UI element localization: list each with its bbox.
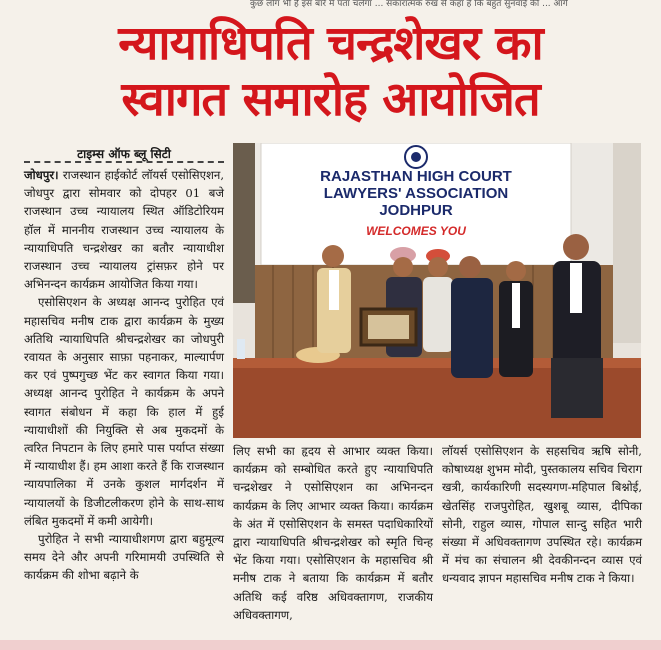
article-paragraph-2: एसोसिएशन के अध्यक्ष आनन्द पुरोहित एवं महासचिव मनीष टाक द्वारा कार्यक्रम के मुख्य अतिथि न्यायाधिपति श्रीचन्द्रशेखर का जोधपुरी रवायत के अनुसार साफ़ा पहनाकर, माल्यार्पण कर एवं पुष्पगुच्छ भेंट कर स्वागत किया गया। अध्यक्ष आनन्द पुरोहित ने कार्यक्रम के अपने स्वागत संबोधन में कहा कि हाल में हुई न्यायाधीशों की नियुक्ति से अब मुकदमों के त्वरित निपटान के लिए हमारे पास पर्याप्त संख्या में न्यायाधीश हैं। हम आशा करते हैं कि राजस्थान न्यायपालिका में उनके कुशल मार्गदर्शन में न्यायालयों के डिजीटलीकरण होने के साथ-साथ लंबित मुकदमों में कमी आयेगी। [24, 295, 224, 528]
top-cutoff-text: कुछ लोग भी है इस बारे में पता चलेगा ... सकारात्मक रुख से कहा है कि बहुत सुनवाई की ... आगे [250, 0, 568, 9]
article-column-right [442, 442, 642, 588]
article-column-left [24, 166, 224, 585]
article-column-middle [233, 442, 433, 624]
article-paragraph-5: लॉयर्स एसोसिएशन के सहसचिव ऋषि सोनी, कोषाध्यक्ष शुभम मोदी, पुस्तकालय सचिव चिराग खत्री, कार्यकारिणी सदस्यगण-महिपाल बिश्नोई, खेतसिंह राजपुरोहित, खुशबू व्यास, दीपिका सोनी, राहुल व्यास, गोपाल सान्दु सहित भारी संख्या में अधिवक्तागण उपस्थित रहे। कार्यक्रम में मंच का संचालन श्री देवकीनन्दन व्यास एवं धन्यवाद ज्ञापन महासचिव मनीष टाक ने किया। [442, 444, 642, 586]
banner-line-2: LAWYERS' ASSOCIATION [323, 185, 509, 202]
headline-line-2: स्वागत समारोह आयोजित [121, 72, 540, 127]
byline-divider [24, 161, 224, 163]
event-photo-image [233, 143, 641, 438]
article-paragraph-4: लिए सभी का हृदय से आभार व्यक्त किया। कार्यक्रम को सम्बोधित करते हुए न्यायाधिपति चन्द्रशेखर ने एसोसिएशन का अभिनन्दन कार्यक्रम के लिए आभार व्यक्त किया। कार्यक्रम के अंत में एसोसिएशन के समस्त पदाधिकारियों द्वारा न्यायाधिपति श्रीचन्द्रशेखर को स्मृति चिन्ह भेंट किया गया। एसोसिएशन के महासचिव श्री मनीष टाक ने बताया कि कार्यक्रम में बतौर अतिथि कई वरिष्ठ अधिवक्तागण, राजकीय अधिवक्तागण, [233, 444, 433, 622]
banner-welcome: WELCOMES YOU [366, 224, 466, 238]
article-paragraph-1 [24, 166, 224, 293]
banner-line-3: JODHPUR [379, 202, 453, 219]
article-paragraph-3: पुरोहित ने सभी न्यायाधीशगण द्वारा बहुमूल्य समय देने और अपनी गरिमामयी उपस्थिति से कार्यक्रम की शोभा बढ़ाने के [24, 532, 224, 583]
headline [10, 18, 651, 126]
article-paragraph-1-text: राजस्थान हाईकोर्ट लॉयर्स एसोसिएशन, जोधपुर द्वारा सोमवार को दोपहर 01 बजे राजस्थान उच्च न्यायालय स्थित ऑडिटोरियम हॉल में माननीय राजस्थान उच्च न्यायालय के न्यायाधिपति चन्द्रशेखर का बतौर न्यायाधीश राजस्थान उच्च न्यायालय ट्रांसफ़र होने पर अभिनन्दन कार्यक्रम आयोजित किया गया। [24, 168, 225, 292]
dateline: जोधपुर। [24, 168, 59, 182]
banner-line-1: RAJASTHAN HIGH COURT [320, 168, 512, 185]
headline-line-1: न्यायाधिपति चन्द्रशेखर का [118, 16, 543, 71]
bottom-cutoff-strip [0, 640, 661, 650]
byline: टाइम्स ऑफ ब्लू सिटी [77, 147, 171, 161]
event-photo [233, 143, 641, 438]
